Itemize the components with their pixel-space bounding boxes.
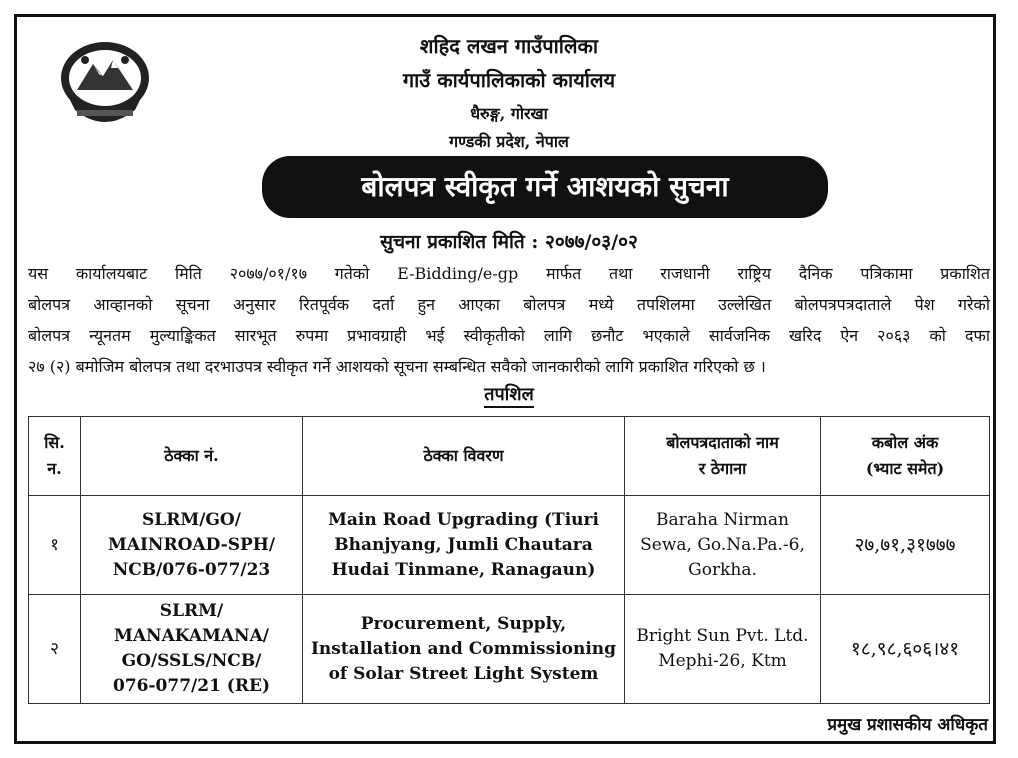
table-row xyxy=(29,595,990,704)
header-contract-no: ठेक्का नं. xyxy=(81,417,303,496)
cell-contract-no: SLRM/ MANAKAMANA/ GO/SSLS/NCB/ 076-077/21 (RE) xyxy=(81,595,303,704)
cell-serial: २ xyxy=(29,595,81,704)
cell-bidder: Bright Sun Pvt. Ltd. Mephi-26, Ktm xyxy=(625,595,821,704)
table-header-row xyxy=(29,417,990,496)
publication-date: सुचना प्रकाशित मिति : २०७७/०३/०२ xyxy=(380,231,638,253)
paragraph-line: २७ (२) बमोजिम बोलपत्र तथा दरभाउपत्र स्वीकृत गर्ने आशयको सूचना सम्बन्धित सवैको जानकारीको लागि प्रकाशित गरिएको छ । xyxy=(28,357,766,376)
paragraph-line: यस कार्यालयबाट मिति २०७७/०१/१७ गतेको E-Bidding/e-gp मार्फत तथा राजधानी राष्ट्रिय दैनिक पत्रिकामा प्रकाशित xyxy=(28,264,990,283)
header-bidder: बोलपत्रदाताको नाम र ठेगाना xyxy=(625,417,821,496)
cell-description: Procurement, Supply, Installation and Commissioning of Solar Street Light System xyxy=(303,595,625,704)
notice-title-banner: बोलपत्र स्वीकृत गर्ने आशयको सुचना xyxy=(262,156,828,218)
cell-description: Main Road Upgrading (Tiuri Bhanjyang, Jumli Chautara Hudai Tinmane, Ranagaun) xyxy=(303,496,625,595)
cell-amount: १८,९८,६०६।४१ xyxy=(821,595,990,704)
header-description: ठेक्का विवरण xyxy=(303,417,625,496)
signature-designation: प्रमुख प्रशासकीय अधिकृत xyxy=(827,715,988,735)
office-name: गाउँ कार्यपालिकाको कार्यालय xyxy=(402,68,616,92)
table-row xyxy=(29,496,990,595)
bid-table xyxy=(28,416,990,704)
details-heading-text: तपशिल xyxy=(484,384,534,408)
paragraph-line: बोलपत्र आव्हानको सूचना अनुसार रितपूर्वक दर्ता हुन आएका बोलपत्र मध्ये तपशिलमा उल्लेखित बोलपत्रपत्रदाताले पेश गरेको xyxy=(28,295,990,314)
office-province: गण्डकी प्रदेश, नेपाल xyxy=(449,132,569,151)
cell-contract-no: SLRM/GO/ MAINROAD-SPH/ NCB/076-077/23 xyxy=(81,496,303,595)
cell-bidder: Baraha Nirman Sewa, Go.Na.Pa.-6, Gorkha. xyxy=(625,496,821,595)
cell-amount: २७,७१,३१७७७ xyxy=(821,496,990,595)
municipality-name: शहिद लखन गाउँपालिका xyxy=(419,34,599,58)
office-location: धैरुङ्ग, गोरखा xyxy=(470,104,548,123)
header-serial: सि. न. xyxy=(29,417,81,496)
cell-serial: १ xyxy=(29,496,81,595)
paragraph-line: बोलपत्र न्यूनतम मुल्याङ्किकत सारभूत रुपमा प्रभावग्राही भई स्वीकृतीको लागि छनौट भएकाले सार्वजनिक खरिद ऐन २०६३ को दफा xyxy=(28,326,990,345)
header-amount: कबोल अंक (भ्याट समेत) xyxy=(821,417,990,496)
notice-paragraph xyxy=(28,258,990,382)
details-heading xyxy=(0,382,1018,406)
